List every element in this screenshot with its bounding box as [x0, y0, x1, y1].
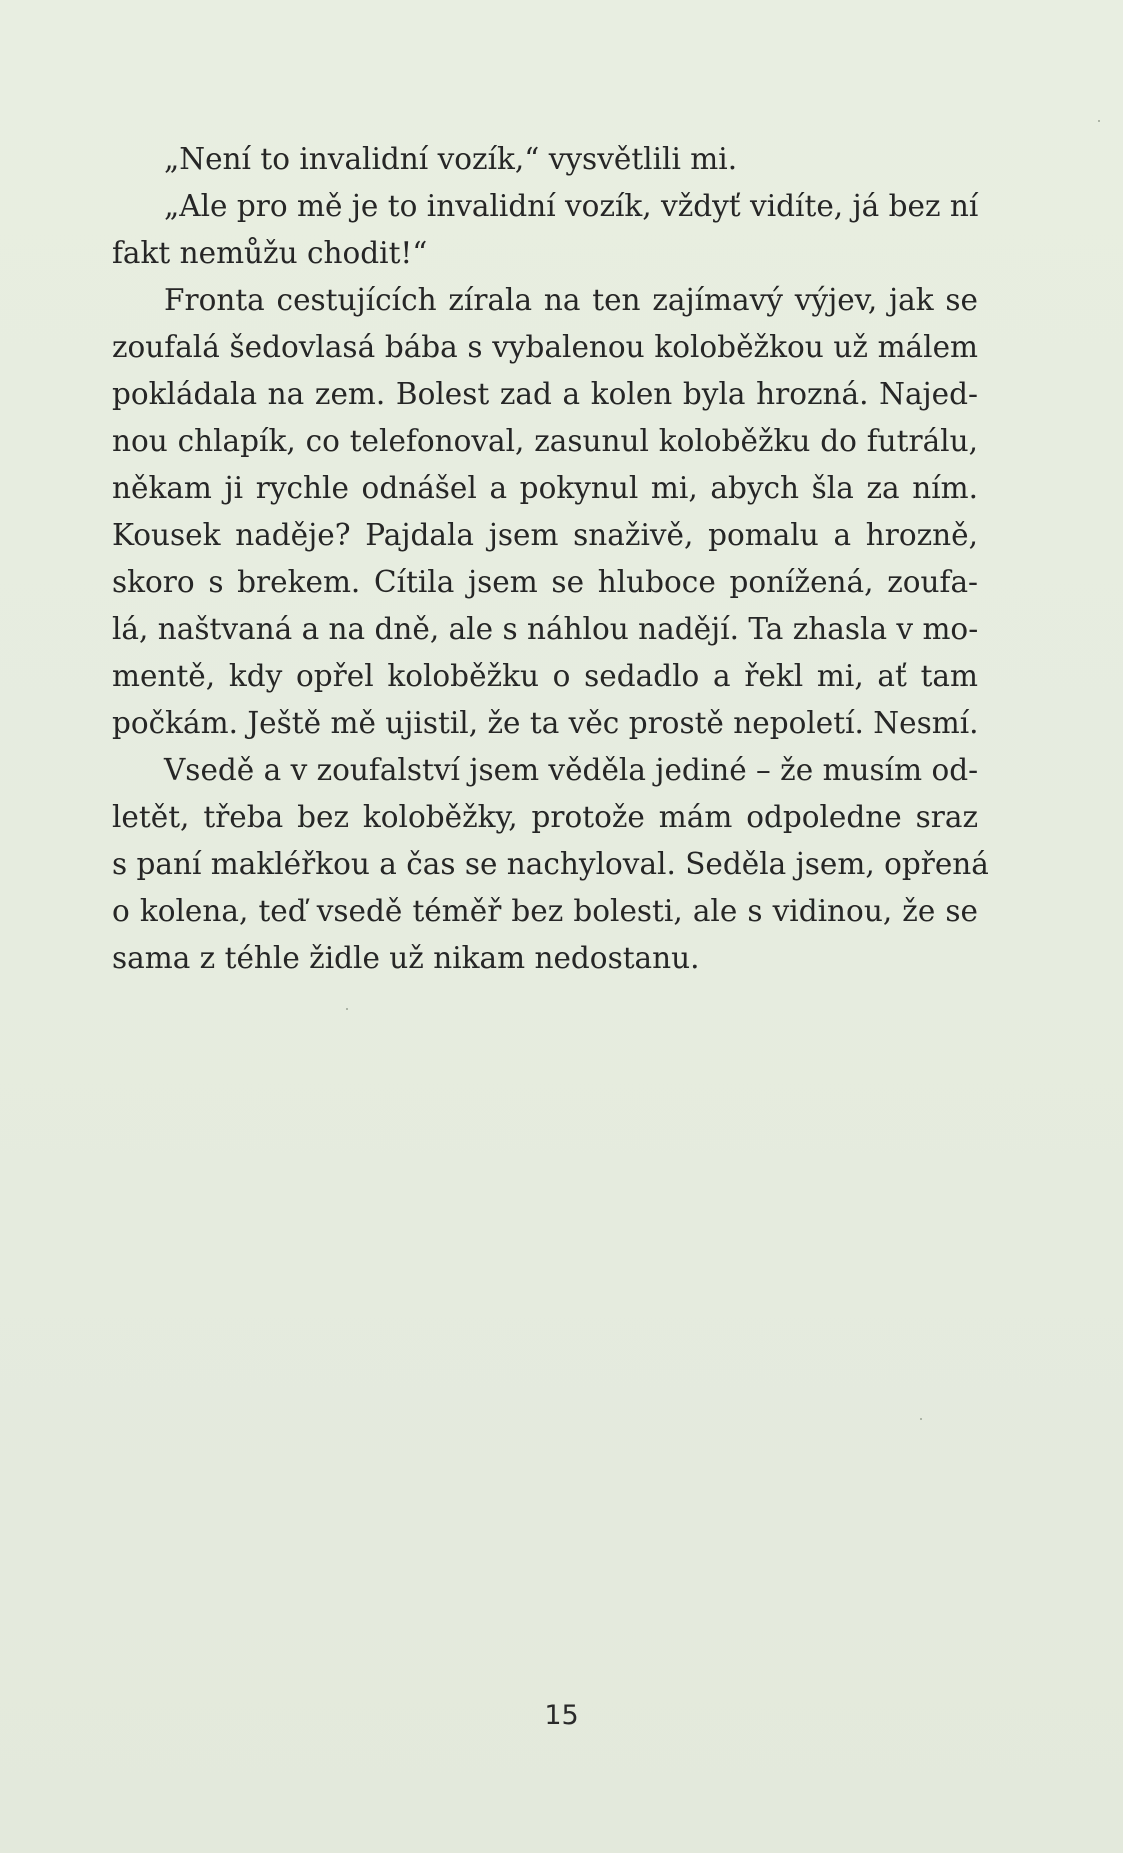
paper-speck	[1098, 120, 1100, 122]
text-line: „Ale pro mě je to invalidní vozík, vždyť vidíte, já bez ní	[164, 189, 979, 223]
text-line: letět, třeba bez koloběžky, protože mám odpoledne sraz	[112, 800, 978, 834]
text-line: pokládala na zem. Bolest zad a kolen byla hrozná. Najed-	[112, 377, 978, 411]
paper-speck	[346, 1008, 348, 1010]
text-line: někam ji rychle odnášel a pokynul mi, abych šla za ním.	[112, 471, 978, 505]
text-line: počkám. Ještě mě ujistil, že ta věc prostě nepoletí. Nesmí.	[112, 706, 979, 740]
text-line: skoro s brekem. Cítila jsem se hluboce ponížená, zoufa-	[112, 565, 978, 599]
body-text	[112, 136, 989, 982]
text-line: Kousek naděje? Pajdala jsem snaživě, pomalu a hrozně,	[112, 518, 978, 552]
text-line: „Není to invalidní vozík,“ vysvětlili mi.	[164, 142, 738, 176]
paper-speck	[920, 1418, 922, 1420]
text-line: fakt nemůžu chodit!“	[112, 236, 428, 270]
text-line: o kolena, teď vsedě téměř bez bolesti, ale s vidinou, že se	[112, 894, 978, 928]
text-line: s paní makléřkou a čas se nachyloval. Seděla jsem, opřená	[112, 847, 989, 881]
text-line: mentě, kdy opřel koloběžku o sedadlo a řekl mi, ať tam	[112, 659, 978, 693]
text-line: nou chlapík, co telefonoval, zasunul koloběžku do futrálu,	[112, 424, 978, 458]
page-number: 15	[544, 1700, 579, 1731]
text-line: zoufalá šedovlasá bába s vybalenou koloběžkou už málem	[112, 330, 978, 364]
text-line: Fronta cestujících zírala na ten zajímavý výjev, jak se	[164, 283, 978, 317]
text-line: Vsedě a v zoufalství jsem věděla jediné – že musím od-	[164, 753, 979, 787]
text-line: sama z téhle židle už nikam nedostanu.	[112, 941, 700, 975]
text-line: lá, naštvaná a na dně, ale s náhlou nadějí. Ta zhasla v mo-	[112, 612, 979, 646]
